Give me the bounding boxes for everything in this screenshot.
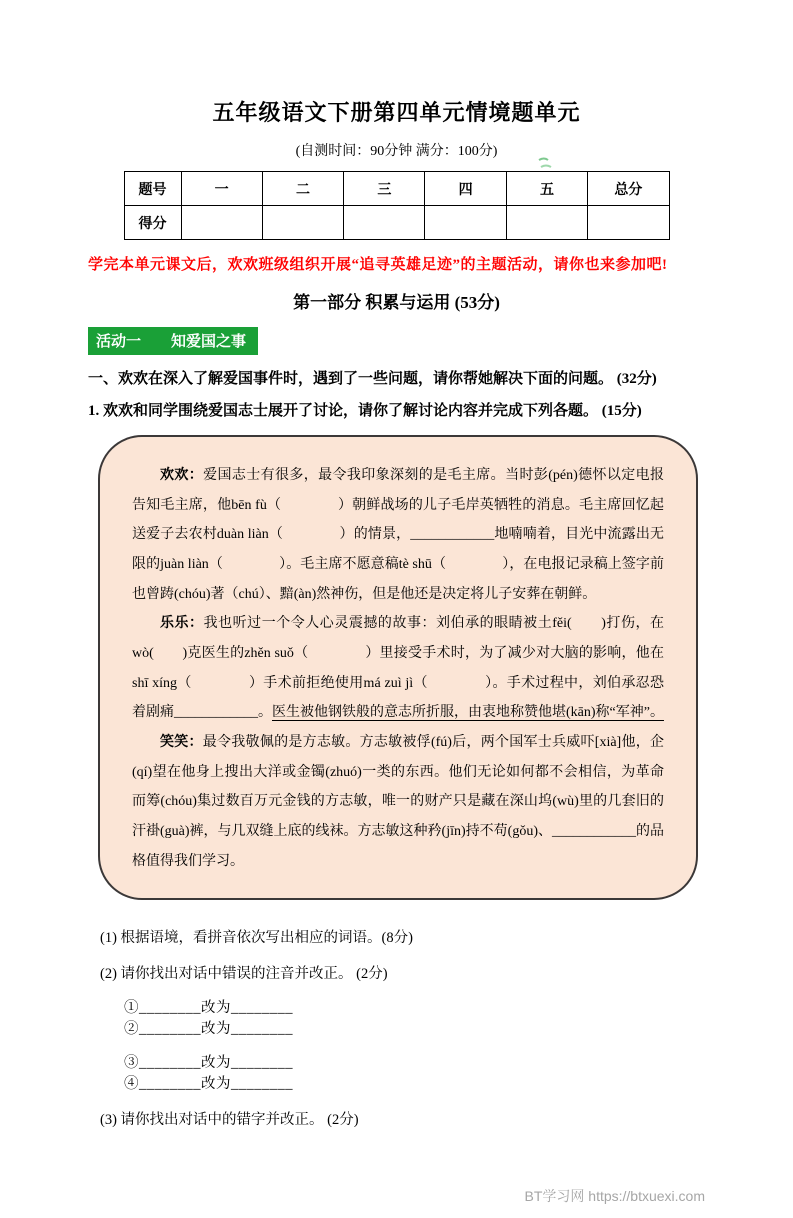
score-table-header-cell: 一 (181, 172, 262, 206)
answer-blank-4: ④________改为________ (124, 1076, 293, 1093)
watermark-icon (536, 156, 556, 174)
score-cell (262, 206, 343, 240)
speaker-huanhuan: 欢欢： (160, 468, 204, 483)
score-table-header-cell: 五 (506, 172, 587, 206)
score-table-header-cell: 二 (262, 172, 343, 206)
page-title: 五年级语文下册第四单元情境题单元 (212, 100, 581, 125)
score-table-header-row (124, 172, 669, 206)
score-cell (588, 206, 669, 240)
score-table-header-cell: 三 (344, 172, 425, 206)
dialogue-huanhuan (132, 461, 664, 609)
dialogue-lele (132, 609, 664, 728)
answer-blank-row (88, 996, 705, 1038)
sub-question-1: (1) 根据语境，看拼音依次写出相应的词语。(8分) (100, 930, 413, 947)
part1-heading: 第一部分 积累与运用 (53分) (293, 293, 500, 312)
score-cell (344, 206, 425, 240)
score-cell (506, 206, 587, 240)
dialogue-lele-underlined: 医生被他钢铁般的意志所折服，由衷地称赞他堪(kān)称“军神”。 (272, 705, 664, 721)
sub-question-3: (3) 请你找出对话中的错字并改正。 (2分) (100, 1112, 359, 1129)
score-cell (425, 206, 506, 240)
dialogue-xiaoxiao-text: 最令我敬佩的是方志敏。方志敏被俘(fú)后，两个国军士兵威吓[xià]他，企(qí)望在他身上搜出大洋或金镯(zhuó)一类的东西。他们无论如何都不会相信，为革命而筹(chóu)集过数百万元金钱的方志敏，唯一的财产只是藏在深山坞(wù)里的几套旧的汗褂(guà)裤，与几双缝上底的线袜。方志敏这种矜(jīn)持不苟(gǒu)、____________的品格值得我们学习。 (132, 735, 664, 869)
page-subtitle: (自测时间：90分钟 满分：100分) (295, 144, 498, 159)
answer-blank-3: ③________改为________ (124, 1055, 293, 1072)
score-table-header-label: 题号 (124, 172, 181, 206)
question-1-1: 1. 欢欢和同学围绕爱国志士展开了讨论，请你了解讨论内容并完成下列各题。 (15分) (88, 402, 642, 419)
score-cell (181, 206, 262, 240)
sub-question-2: (2) 请你找出对话中错误的注音并改正。 (2分) (100, 966, 388, 983)
answer-blank-row (88, 1051, 705, 1093)
speaker-lele: 乐乐： (160, 616, 204, 632)
activity-notice: 学完本单元课文后，欢欢班级组织开展“追寻英雄足迹”的主题活动，请你也来参加吧! (88, 257, 668, 273)
dialogue-xiaoxiao (132, 728, 664, 876)
score-table-header-cell: 四 (425, 172, 506, 206)
speaker-xiaoxiao: 笑笑： (160, 735, 203, 751)
section-question-1: 一、欢欢在深入了解爱国事件时，遇到了一些问题，请你帮她解决下面的问题。 (32分) (88, 371, 657, 387)
exam-page (0, 96, 793, 1218)
dialogue-huanhuan-text: 爱国志士有很多，最令我印象深刻的是毛主席。当时彭(pén)德怀以定电报告知毛主席，他bēn fù（ ）朝鲜战场的儿子毛岸英牺牲的消息。毛主席回忆起送爱子去农村duàn liàn（ ）的情景，____________地喃喃着，目光中流露出无限的juàn liàn（ ）。毛主席不愿意稿tè shū（ ），在电报记录稿上签字前也曾踌(chóu)著（chú）、黯(àn)然神伤，但是他还是决定将儿子安葬在朝鲜。 (132, 468, 664, 602)
score-table (124, 171, 670, 240)
dialogue-lele-text: 我也听过一个令人心灵震撼的故事：刘伯承的眼睛被土fěi( )打伤，在wò( )克医生的zhěn suǒ（ ）里接受手术时，为了减少对大脑的影响，他在shī xíng（ ）手术前拒绝使用má zuì jì（ ）。手术过程中，刘伯承忍恐着剧痛____________。 (132, 616, 665, 721)
dialogue-box (98, 435, 698, 900)
answer-blank-2: ②________改为________ (124, 1021, 293, 1038)
site-watermark: BT学习网 https://btxuexi.com (524, 1188, 705, 1204)
activity-one-badge: 活动一 知爱国之事 (88, 327, 258, 355)
score-table-score-row (124, 206, 669, 240)
score-table-header-cell: 总分 (588, 172, 669, 206)
score-table-row-label: 得分 (124, 206, 181, 240)
answer-blank-1: ①________改为________ (124, 1000, 293, 1017)
